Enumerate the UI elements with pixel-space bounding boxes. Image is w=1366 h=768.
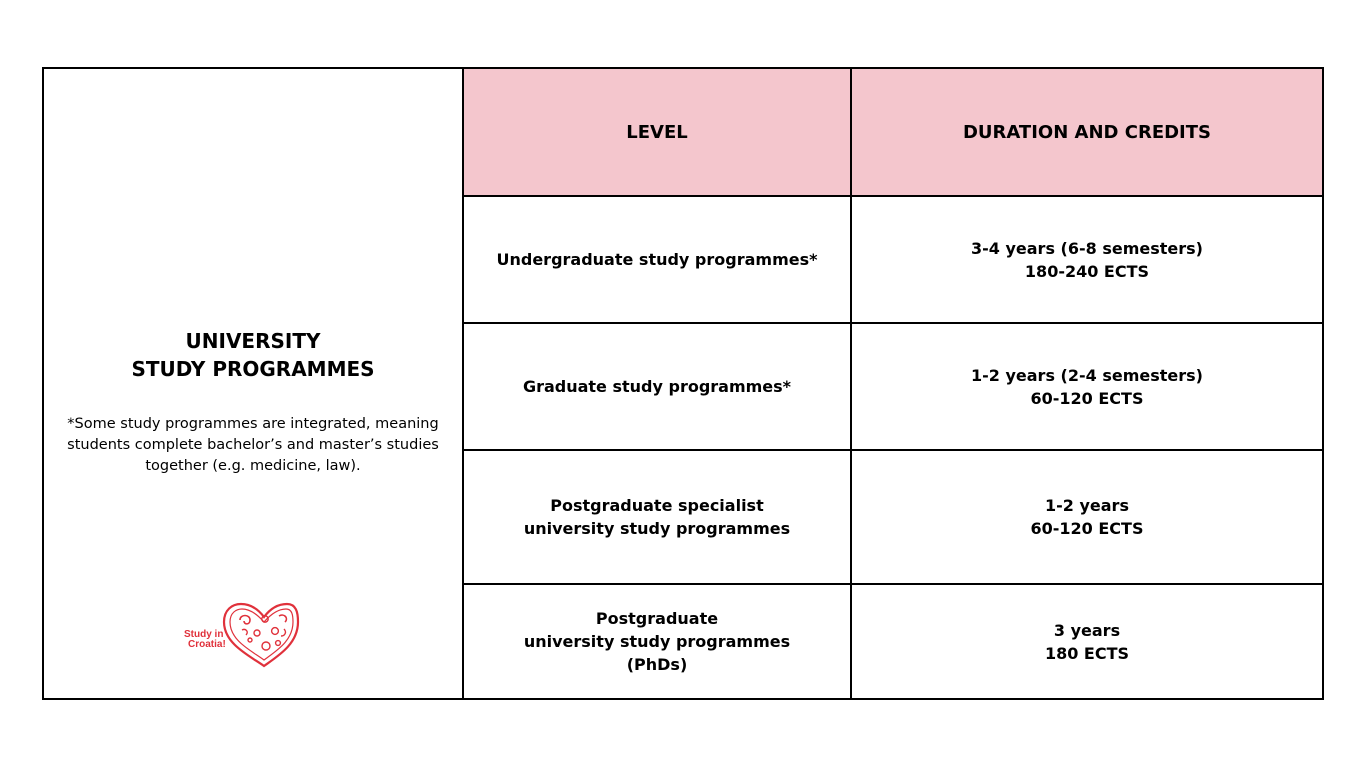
integrated-programmes-note: *Some study programmes are integrated, meaning students complete bachelor’s and master’s studies together (e.g. medicine, law). bbox=[67, 416, 439, 474]
level-text-line-2: university study programmes bbox=[523, 632, 791, 651]
logo-text-line-2: Croatia! bbox=[188, 639, 226, 650]
duration-text: 3-4 years (6-8 semesters) bbox=[971, 238, 1203, 258]
credits-text: 60-120 ECTS bbox=[1030, 519, 1144, 538]
level-cell bbox=[464, 451, 852, 583]
level-cell bbox=[464, 197, 852, 322]
column-header-level: LEVEL bbox=[464, 69, 852, 195]
duration-cell bbox=[852, 197, 1322, 322]
section-title-line-1: UNIVERSITY bbox=[185, 329, 321, 353]
duration-text: 3 years bbox=[1053, 620, 1121, 640]
column-header-duration: DURATION AND CREDITS bbox=[962, 121, 1211, 143]
section-title bbox=[44, 327, 462, 383]
table-header-row bbox=[464, 69, 1322, 197]
level-cell bbox=[464, 324, 852, 449]
table-row bbox=[464, 585, 1322, 698]
credits-text: 180 ECTS bbox=[1044, 643, 1130, 663]
levels-table bbox=[464, 69, 1322, 698]
table-row bbox=[464, 197, 1322, 324]
duration-cell bbox=[852, 451, 1322, 583]
duration-cell bbox=[852, 585, 1322, 698]
section-title-line-2: STUDY PROGRAMMES bbox=[131, 357, 375, 381]
logo-wordmark bbox=[184, 629, 226, 650]
duration-cell bbox=[852, 324, 1322, 449]
credits-text: 60-120 ECTS bbox=[1030, 388, 1144, 408]
level-cell bbox=[464, 585, 852, 698]
table-row bbox=[464, 451, 1322, 585]
level-text-line-3: (PhDs) bbox=[626, 655, 688, 674]
duration-text: 1-2 years bbox=[1045, 496, 1129, 515]
level-text: Undergraduate study programmes* bbox=[496, 250, 818, 269]
logo-text-line-1: Study in bbox=[184, 629, 224, 640]
duration-text: 1-2 years (2-4 semesters) bbox=[971, 365, 1203, 385]
heart-logo-icon bbox=[224, 604, 298, 666]
level-text-line-1: Postgraduate bbox=[595, 609, 719, 628]
level-text-line-2: university study programmes bbox=[523, 519, 791, 538]
study-in-croatia-logo bbox=[180, 600, 300, 670]
left-panel bbox=[44, 69, 464, 698]
credits-text: 180-240 ECTS bbox=[1024, 261, 1150, 281]
table-row bbox=[464, 324, 1322, 451]
programmes-table-frame bbox=[42, 67, 1324, 700]
level-text-line-1: Postgraduate specialist bbox=[550, 496, 764, 515]
level-text: Graduate study programmes* bbox=[522, 377, 792, 396]
